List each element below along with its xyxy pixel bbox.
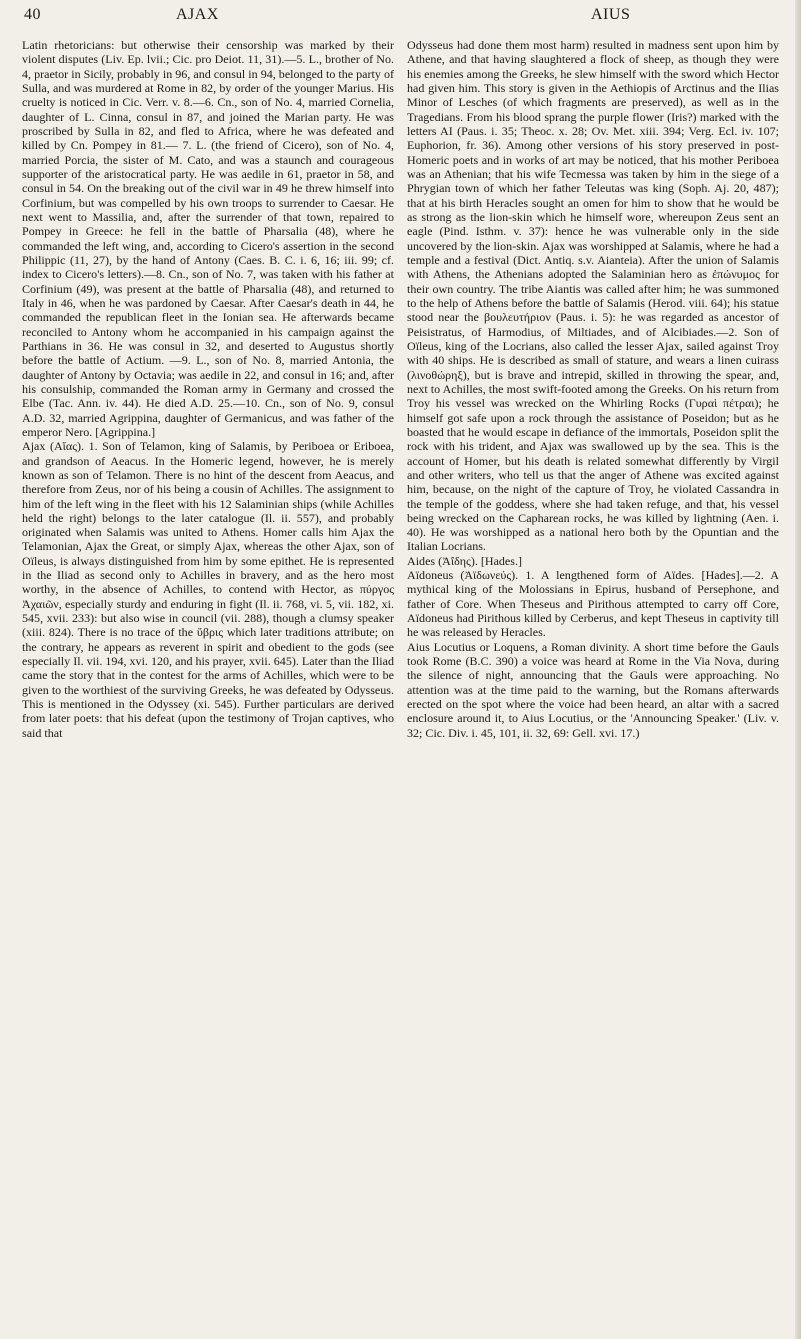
page-number: 40	[24, 6, 41, 23]
page-edge	[795, 0, 801, 1339]
entry-ajax-continued: Odysseus had done them most harm) resulted in madness sent upon him by Athene, and that having slaughtered a flock of sheep, as though they were his enemies among the Greeks, he slew himself with the sword which Hector had given him. This story is given in the Aethiopis of Arctinus and the Ilias Minor of Lesches (of which fragments are preserved), as well as in the Tragedians. From his blood sprang the purple flower (Iris?) marked with the letters AI (Paus. i. 35; Theoc. x. 28; Ov. Met. xiii. 394; Verg. Ecl. iv. 107; Euphorion, fr. 36). Among other versions of his story preserved in post-Homeric poets and in works of art may be noticed, that his mother Periboea was an Athenian; that his wife Tecmessa was taken by him in the siege of a Phrygian town of which her father Teleutas was king (Soph. Aj. 20, 487); that at his birth Heracles sought an omen for him to show that he would be as strong as the lion-skin which he himself wore, whereupon Zeus sent an eagle (Pind. Isthm. v. 37): hence he was vulnerable only in the side uncovered by the lion-skin. Ajax was worshipped at Salamis, where he had a temple and a festival (Dict. Antiq. s.v. Aianteia). After the union of Salamis with Athens, the Athenians adopted the Salaminian hero as ἐπώνυμος for their own country. The tribe Aiantis was called after him; he was summoned to the help of Athens before the battle of Salamis (Herod. viii. 64); his statue stood near the βουλευτήριον (Paus. i. 5): he was regarded as ancestor of Peisistratus, of Harmodius, of Miltiades, and of Alcibiades.—2. Son of Oïleus, king of the Locrians, also called the lesser Ajax, sailed against Troy with 40 ships. He is described as small of stature, and wears a linen cuirass (λινοθώρηξ), but is brave and intrepid, skilled in throwing the spear, and, next to Achilles, the most swift-footed among the Greeks. On his return from Troy his vessel was wrecked on the Whirling Rocks (Γυραὶ πέτραι); he himself got safe upon a rock through the assistance of Poseidon; but as he boasted that he would escape in defiance of the immortals, Poseidon split the rock with his trident, and Ajax was swallowed up by the sea. This is the account of Homer, but his death is related somewhat differently by Virgil and other writers, who tell us that the anger of Athene was excited against him, because, on the night of the capture of Troy, he violated Cassandra in the temple of the goddess, where she had taken refuge, and that, his vessel being wrecked on the Capharean rocks, he was killed by lightning (Aen. i. 40). He was worshipped as a national hero both by the Opuntian and the Italian Locrians.	[407, 38, 779, 554]
left-column	[22, 38, 394, 1308]
entry-aides: Aides (Ἀΐδης). [Hades.]	[407, 553, 522, 568]
entry-aidoneus: Aïdoneus (Ἀϊδωνεύς). 1. A lengthened form of Aïdes. [Hades].—2. A mythical king of the Molossians in Epirus, husband of Persephone, and father of Core. When Theseus and Pirithous attempted to carry off Core, Aïdoneus had Pirithous killed by Cerberus, and kept Theseus in captivity till he was released by Heracles.	[407, 568, 779, 640]
left-running-head: AJAX	[176, 6, 219, 23]
entry-aius-locutius: Aius Locutius or Loquens, a Roman divinity. A short time before the Gauls took Rome (B.C. 390) a voice was heard at Rome in the Via Nova, during the silence of night, announcing that the Gauls were approaching. No attention was at the time paid to the warning, but the Romans afterwards erected on the spot where the voice had been heard, an altar with a sacred enclosure around it, to Aius Locutius, or the 'Announcing Speaker.' (Liv. v. 32; Cic. Div. i. 45, 101, ii. 32, 69: Gell. xvi. 17.)	[407, 639, 779, 740]
entry-text: Latin rhetoricians: but otherwise their censorship was marked by their violent disputes (Liv. Ep. lvii.; Cic. pro Deiot. 11, 31).—5. L., brother of No. 4, praetor in Sicily, probably in 96, and consul in 94, belonged to the party of Sulla, and was murdered at Rome in 82, by order of the younger Marius. His cruelty is noticed in Cic. Verr. v. 8.—6. Cn., son of No. 4, married Cornelia, daughter of L. Cinna, consul in 87, and joined the Marian party. He was proscribed by Sulla in 82, and fled to Africa, where he was defeated and killed by Cn. Pompey in 81.— 7. L. (the friend of Cicero), son of No. 4, married Porcia, the sister of M. Cato, and was a staunch and courageous supporter of the aristocratical party. He was aedile in 61, praetor in 58, and consul in 54. On the breaking out of the civil war in 49 he threw himself into Corfinium, but was compelled by his own troops to surrender to Caesar. He next went to Massilia, and, after the surrender of that town, repaired to Pompey in Greece: he fell in the battle of Pharsalia (48), where he commanded the left wing, and, according to Cicero's assertion in the second Philippic (11, 27), by the hand of Antony (Caes. B. C. i. 6, 16; iii. 99; cf. index to Cicero's letters).—8. Cn., son of No. 7, was taken with his father at Corfinium (49), was present at the battle of Pharsalia (48), and returned to Italy in 46, when he was pardoned by Caesar. After Caesar's death in 44, he commanded the republican fleet in the Ionian sea. He afterwards became reconciled to Antony whom he accompanied in his campaign against the Parthians in 36. He was consul in 32, and deserted to Augustus shortly before the battle of Actium. —9. L., son of No. 8, married Antonia, the daughter of Antony by Octavia; was aedile in 22, and consul in 16; and, after his consulship, commanded the Roman army in Germany and crossed the Elbe (Tac. Ann. iv. 44). He died A.D. 25.—10. Cn., son of No. 9, consul A.D. 32, married Agrippina, daughter of Germanicus, and was father of the emperor Nero. [Agrippina.]	[22, 38, 394, 439]
entry-ajax: Ajax (Αἴας). 1. Son of Telamon, king of Salamis, by Periboea or Eriboea, and grandson of Aeacus. In the Homeric legend, however, he is merely known as son of Telamon. There is no hint of the descent from Aeacus, and therefore from Zeus, nor of his being a cousin of Achilles. The assignment to him of the left wing in the fleet with his 12 Salaminian ships (while Achilles held the right) belongs to the later catalogue (Il. ii. 557), and probably originated when Salamis was united to Athens. Homer calls him Ajax the Telamonian, Ajax the Great, or simply Ajax, whereas the other Ajax, son of Oïleus, is always distinguished from him by some epithet. He is represented in the Iliad as second only to Achilles in bravery, and as the hero most worthy, in the absence of Achilles, to contend with Hector, as πύργος Ἀχαιῶν, especially sturdy and enduring in fight (Il. ii. 768, vi. 5, vii. 182, xi. 545, xvii. 233): but also wise in council (vii. 288), though a clumsy speaker (xiii. 824). There is no trace of the ὕβρις which later traditions attribute; on the contrary, he appears as reverent in spirit and obedient to the gods (see especially Il. vii. 194, xvi. 120, and his prayer, xvii. 645). Later than the Iliad came the story that in the contest for the arms of Achilles, which were to be given to the worthiest of the surviving Greeks, he was defeated by Odysseus. This is mentioned in the Odyssey (xi. 545). Further particulars are derived from later poets: that his defeat (upon the testimony of Trojan captives, who said that	[22, 439, 394, 740]
right-column	[407, 38, 779, 1308]
right-running-head: AIUS	[591, 6, 631, 23]
running-header	[0, 0, 801, 34]
